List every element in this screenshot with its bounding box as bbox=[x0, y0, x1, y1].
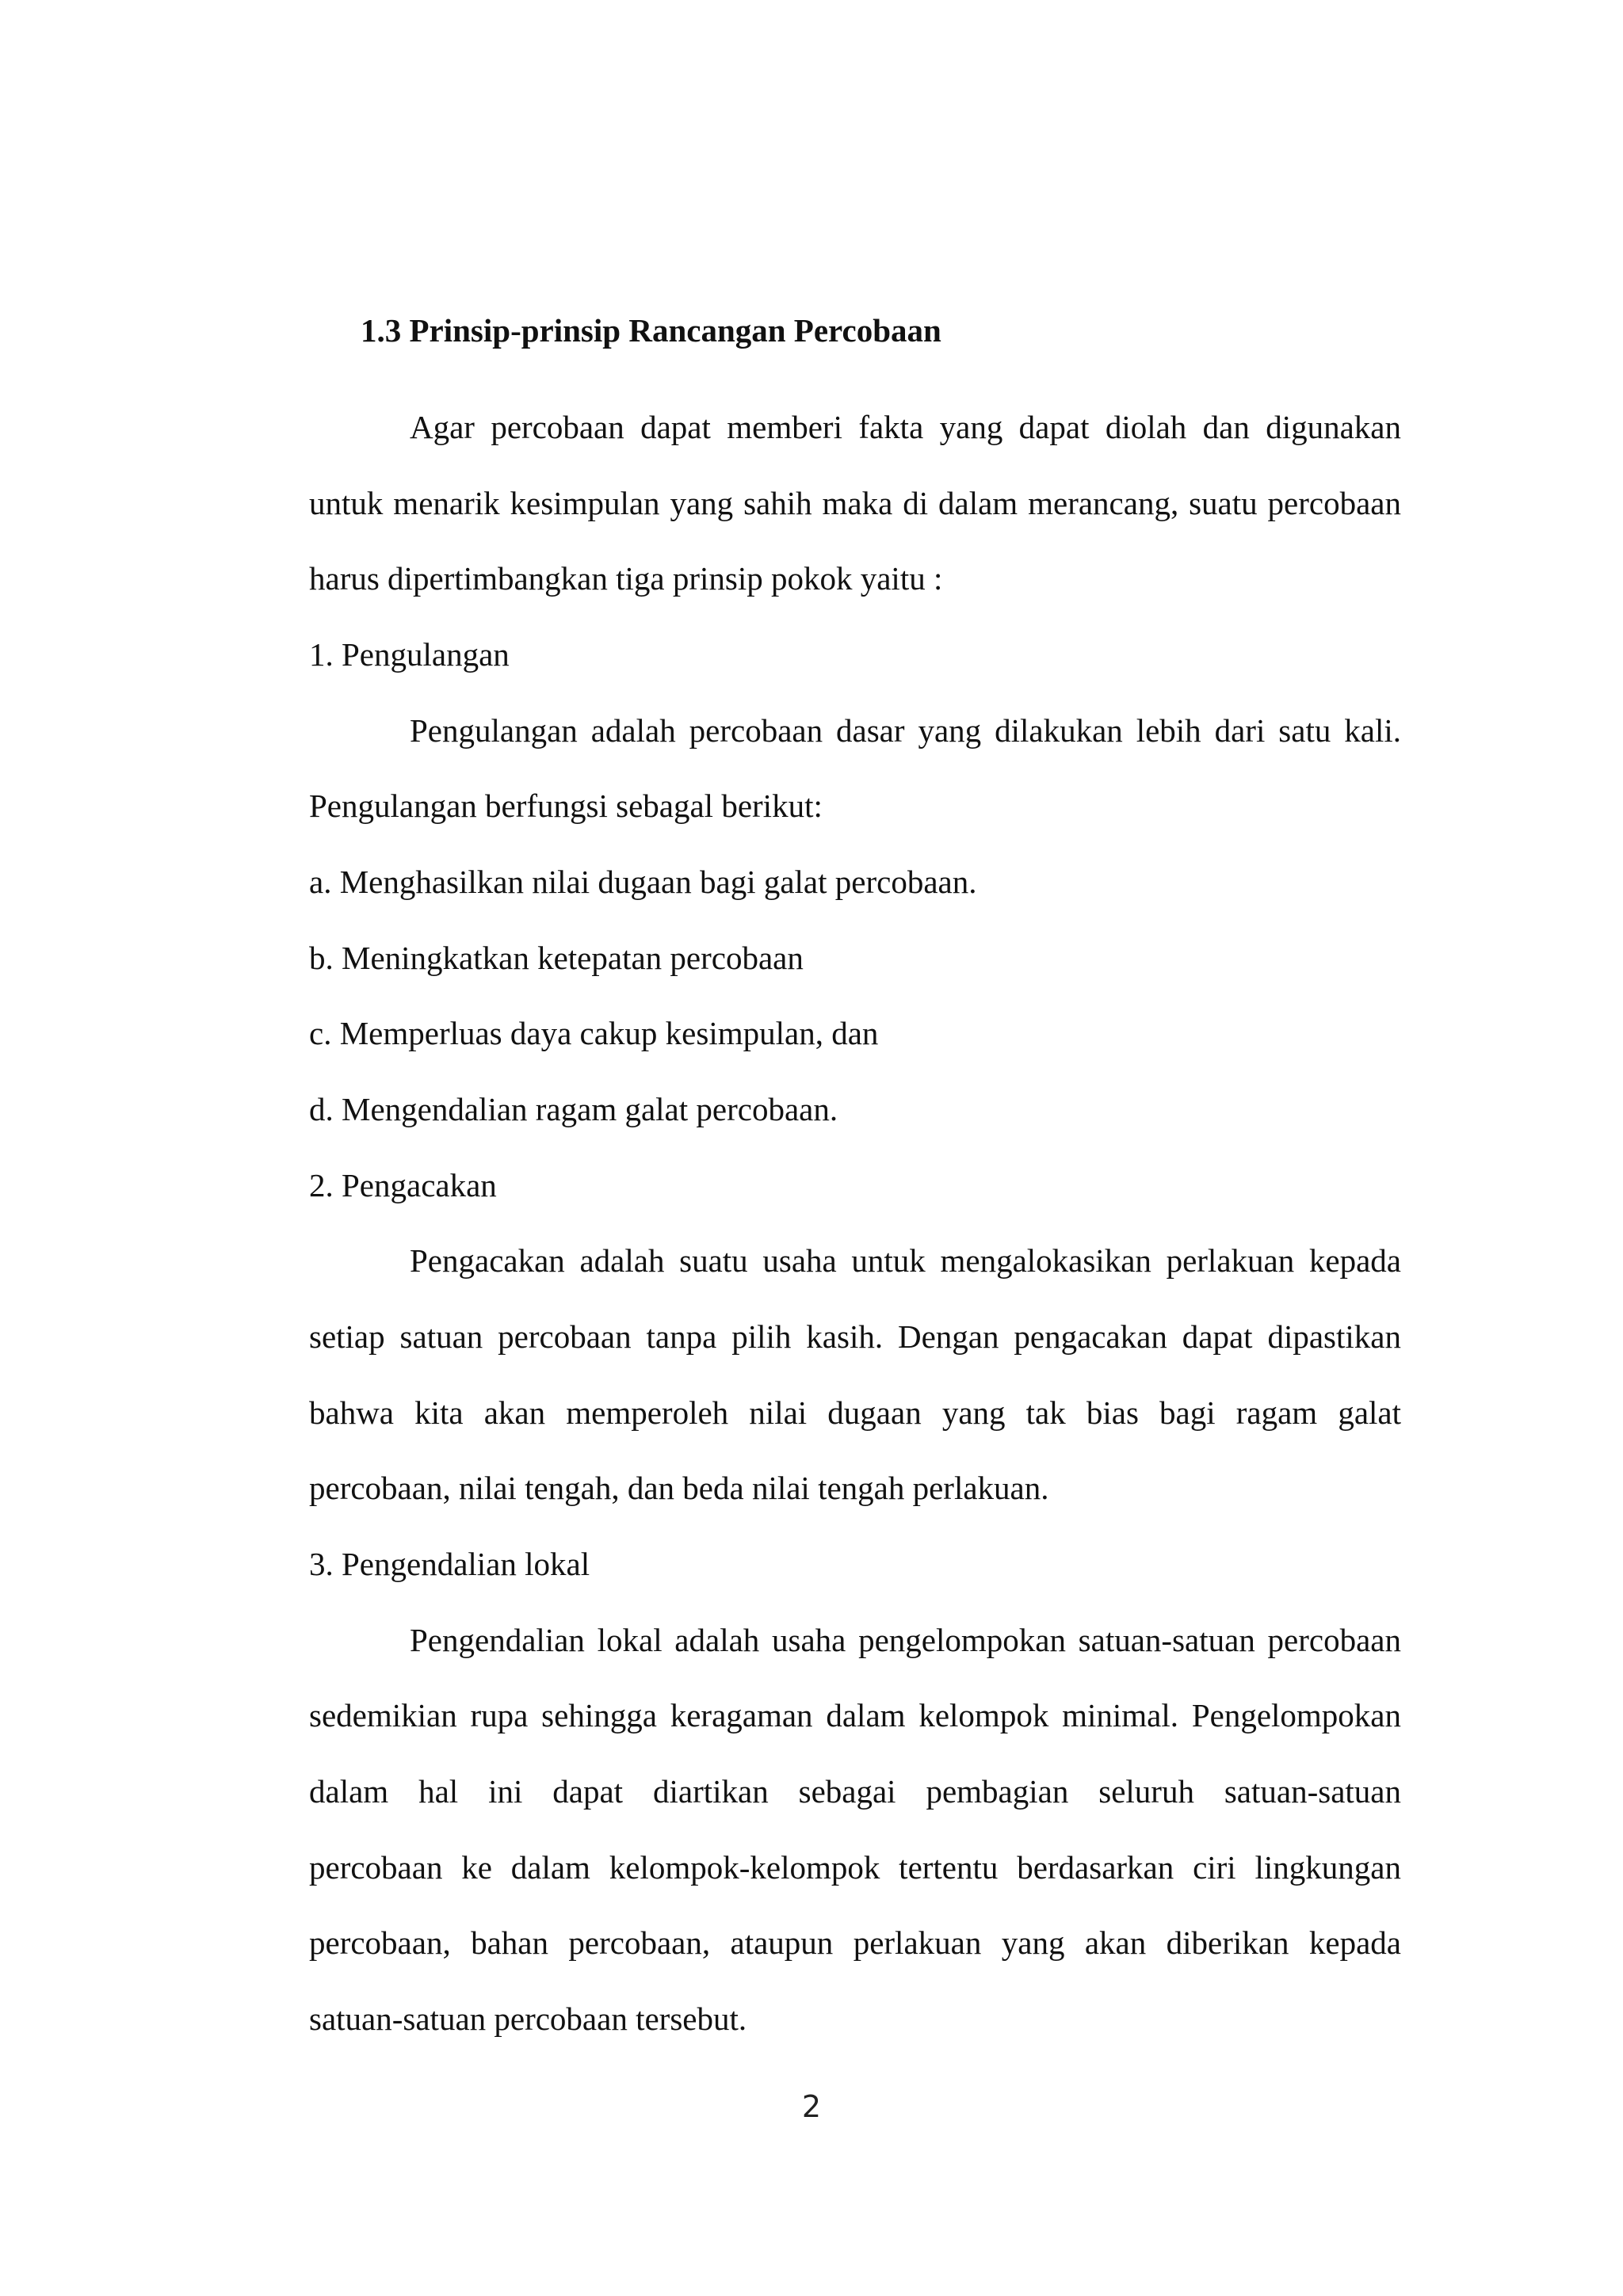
list-item: a. Menghasilkan nilai dugaan bagi galat percobaan. bbox=[309, 864, 977, 900]
paragraph-line: percobaan, bahan percobaan, ataupun perlakuan yang akan diberikan kepada bbox=[309, 1924, 1401, 1961]
paragraph-line: untuk menarik kesimpulan yang sahih maka di dalam merancang, suatu percobaan bbox=[309, 485, 1401, 521]
subsection-title: 3. Pengendalian lokal bbox=[309, 1546, 590, 1582]
paragraph-line: harus dipertimbangkan tiga prinsip pokok yaitu : bbox=[309, 560, 943, 597]
paragraph-line: dalam hal ini dapat diartikan sebagai pembagian seluruh satuan-satuan bbox=[309, 1773, 1401, 1810]
subsection-title: 2. Pengacakan bbox=[309, 1167, 497, 1203]
paragraph-line: Pengulangan adalah percobaan dasar yang dilakukan lebih dari satu kali. bbox=[410, 712, 1401, 749]
list-item: c. Memperluas daya cakup kesimpulan, dan bbox=[309, 1015, 879, 1051]
section-heading: 1.3 Prinsip-prinsip Rancangan Percobaan bbox=[361, 312, 941, 349]
paragraph-line: sedemikian rupa sehingga keragaman dalam kelompok minimal. Pengelompokan bbox=[309, 1697, 1401, 1733]
paragraph-line: Pengulangan berfungsi sebagal berikut: bbox=[309, 788, 823, 824]
paragraph-line: percobaan ke dalam kelompok-kelompok tertentu berdasarkan ciri lingkungan bbox=[309, 1849, 1401, 1886]
paragraph-line: Pengendalian lokal adalah usaha pengelompokan satuan-satuan percobaan bbox=[410, 1622, 1401, 1658]
paragraph-line: Pengacakan adalah suatu usaha untuk mengalokasikan perlakuan kepada bbox=[410, 1242, 1401, 1279]
paragraph-line: satuan-satuan percobaan tersebut. bbox=[309, 2000, 747, 2037]
paragraph-line: percobaan, nilai tengah, dan beda nilai tengah perlakuan. bbox=[309, 1470, 1049, 1506]
paragraph-line: bahwa kita akan memperoleh nilai dugaan yang tak bias bagi ragam galat bbox=[309, 1394, 1401, 1431]
list-item: b. Meningkatkan ketepatan percobaan bbox=[309, 940, 804, 976]
paragraph-line: setiap satuan percobaan tanpa pilih kasih. Dengan pengacakan dapat dipastikan bbox=[309, 1318, 1401, 1355]
list-item: d. Mengendalian ragam galat percobaan. bbox=[309, 1091, 838, 1127]
paragraph-line: Agar percobaan dapat memberi fakta yang dapat diolah dan digunakan bbox=[410, 409, 1401, 445]
subsection-title: 1. Pengulangan bbox=[309, 636, 510, 673]
page-number: 2 bbox=[801, 2089, 822, 2124]
